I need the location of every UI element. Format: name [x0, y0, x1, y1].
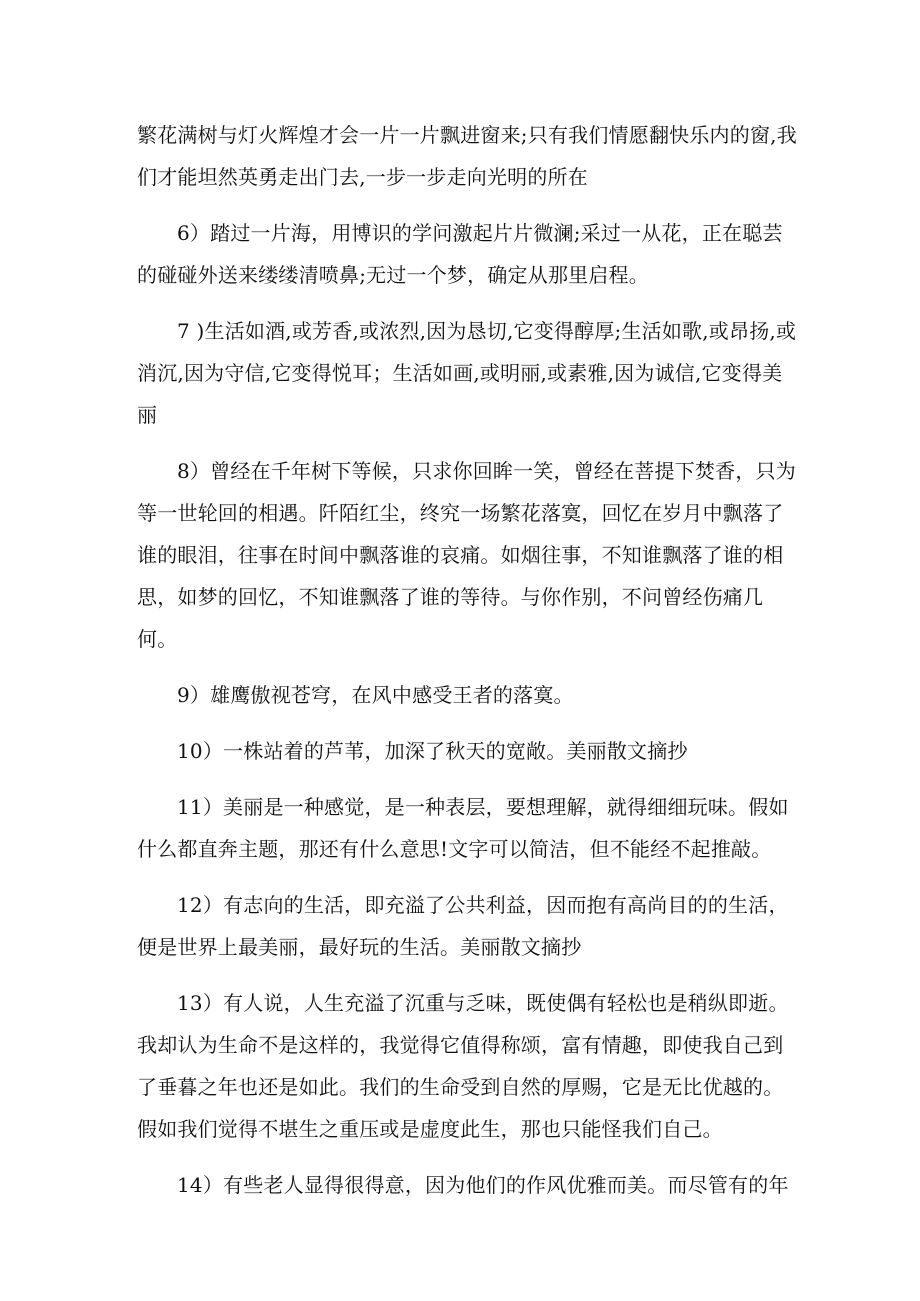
- paragraph-8: 8）曾经在千年树下等候，只求你回眸一笑，曾经在菩提下焚香，只为等一世轮回的相遇。阡陌红尘，终究一场繁花落寞，回忆在岁月中飘落了谁的眼泪，往事在时间中飘落谁的哀痛。如烟往事，不知谁飘落了谁的相思，如梦的回忆，不知谁飘落了谁的等待。与你作别，不问曾经伤痛几何。: [137, 459, 796, 651]
- paragraph-7: 7 )生活如酒,或芳香,或浓烈,因为恳切,它变得醇厚;生活如歌,或昂扬,或消沉,因为守信,它变得悦耳；生活如画,或明丽,或素雅,因为诚信,它变得美丽: [137, 319, 797, 427]
- paragraph-6: 6）踏过一片海，用博识的学问激起片片微澜;采过一从花，正在聪芸的碰碰外送来缕缕清喷鼻;无过一个梦，确定从那里启程。: [137, 221, 783, 287]
- paragraph-11: 11）美丽是一种感觉，是一种表层，要想理解，就得细细玩味。假如什么都直奔主题，那还有什么意思!文字可以简洁，但不能经不起推敲。: [137, 795, 789, 861]
- document-body: [137, 114, 797, 1220]
- paragraph-10: 10）一株站着的芦苇，加深了秋天的宽敞。美丽散文摘抄: [177, 739, 688, 763]
- paragraph-9: 9）雄鹰傲视苍穹，在风中感受王者的落寞。: [177, 683, 574, 707]
- paragraph-13: 13）有人说，人生充溢了沉重与乏味，既使偶有轻松也是稍纵即逝。我却认为生命不是这样的，我觉得它值得称颂，富有情趣，即使我自己到了垂暮之年也还是如此。我们的生命受到自然的厚赐，它是无比优越的。假如我们觉得不堪生之重压或是虚度此生，那也只能怪我们自己。: [137, 991, 789, 1141]
- paragraph-continuation: 繁花满树与灯火辉煌才会一片一片飘进窗来;只有我们情愿翻快乐内的窗,我们才能坦然英勇走出门去,一步一步走向光明的所在: [137, 123, 797, 189]
- paragraph-14: 14）有些老人显得很得意，因为他们的作风优雅而美。而尽管有的年: [177, 1173, 789, 1197]
- paragraph-12: 12）有志向的生活，即充溢了公共利益，因而抱有高尚目的的生活，便是世界上最美丽，最好玩的生活。美丽散文摘抄: [137, 893, 789, 959]
